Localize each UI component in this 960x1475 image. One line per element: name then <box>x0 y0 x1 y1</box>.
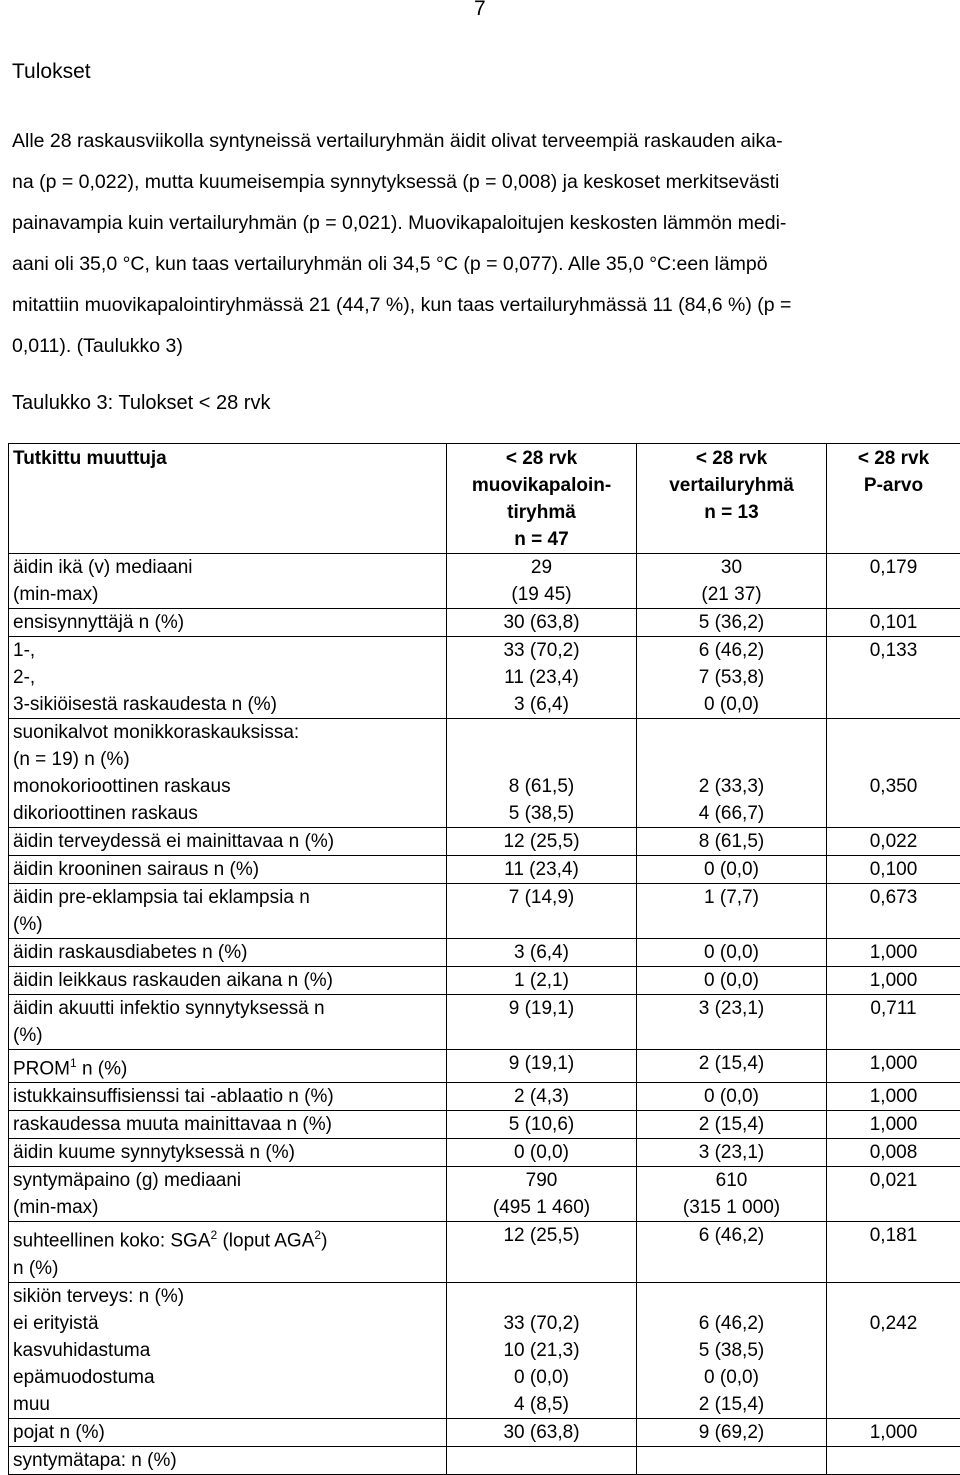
paragraph-line: na (p = 0,022), mutta kuumeisempia synnytyksessä (p = 0,008) ja keskoset merkitsevästi <box>12 162 956 203</box>
table-row <box>9 1167 960 1222</box>
value-line: 790 <box>451 1167 632 1194</box>
value-line: (21 37) <box>641 581 822 608</box>
row-label <box>9 1083 447 1111</box>
value-line: 5 (38,5) <box>451 800 632 827</box>
footnote-marker: 1 <box>70 1056 77 1070</box>
row-label <box>9 856 447 884</box>
row-label-line: (%) <box>13 911 442 938</box>
table-row <box>9 1282 960 1418</box>
header-text: < 28 rvk <box>451 445 632 472</box>
value-line <box>641 746 822 773</box>
p-value-line: 0,101 <box>831 609 956 636</box>
header-text: vertailuryhmä <box>641 472 822 499</box>
p-value <box>827 828 960 856</box>
p-value-line: 1,000 <box>831 939 956 966</box>
p-value <box>827 1083 960 1111</box>
value-control-group <box>637 939 827 967</box>
p-value <box>827 995 960 1050</box>
value-wrap-group <box>447 939 637 967</box>
p-value <box>827 939 960 967</box>
row-label <box>9 719 447 828</box>
row-label <box>9 995 447 1050</box>
row-label-line: 2-, <box>13 664 442 691</box>
value-line: 3 (6,4) <box>451 691 632 718</box>
header-text: P-arvo <box>831 472 956 499</box>
p-value <box>827 1282 960 1418</box>
value-line: 0 (0,0) <box>641 856 822 883</box>
row-label-line <box>13 1050 442 1082</box>
value-line: 3 (6,4) <box>451 939 632 966</box>
value-line: 2 (4,3) <box>451 1083 632 1110</box>
row-label-line: sikiön terveys: n (%) <box>13 1283 442 1310</box>
p-value <box>827 609 960 637</box>
value-line: 3 (23,1) <box>641 1139 822 1166</box>
paragraph-line: aani oli 35,0 °C, kun taas vertailuryhmän oli 34,5 °C (p = 0,077). Alle 35,0 °C:een lämpö <box>12 244 956 285</box>
page-number: 7 <box>474 0 486 21</box>
row-label-line: muu <box>13 1391 442 1418</box>
value-wrap-group <box>447 554 637 609</box>
value-line: 610 <box>641 1167 822 1194</box>
row-label-line: dikorioottinen raskaus <box>13 800 442 827</box>
table-row <box>9 637 960 719</box>
value-line: 12 (25,5) <box>451 828 632 855</box>
header-text: < 28 rvk <box>831 445 956 472</box>
value-wrap-group <box>447 828 637 856</box>
row-label-line: äidin krooninen sairaus n (%) <box>13 856 442 883</box>
row-label-line: n (%) <box>13 1255 442 1282</box>
value-control-group <box>637 609 827 637</box>
p-value <box>827 1050 960 1083</box>
value-line: 4 (8,5) <box>451 1391 632 1418</box>
value-control-group <box>637 1050 827 1083</box>
row-label-line: pojat n (%) <box>13 1419 442 1446</box>
label-text: (loput AGA <box>217 1231 314 1252</box>
p-value <box>827 1139 960 1167</box>
value-line: 2 (15,4) <box>641 1391 822 1418</box>
p-value <box>827 554 960 609</box>
value-control-group <box>637 856 827 884</box>
value-line: 29 <box>451 554 632 581</box>
value-line: 7 (53,8) <box>641 664 822 691</box>
header-control-group <box>637 444 827 554</box>
p-value-line: 1,000 <box>831 1083 956 1110</box>
footnote-marker: 2 <box>211 1228 218 1242</box>
row-label-line: (n = 19) n (%) <box>13 746 442 773</box>
row-label-line: äidin leikkaus raskauden aikana n (%) <box>13 967 442 994</box>
value-control-group <box>637 1167 827 1222</box>
row-label <box>9 609 447 637</box>
header-variable <box>9 444 447 554</box>
row-label-line: ensisynnyttäjä n (%) <box>13 609 442 636</box>
row-label-line: äidin terveydessä ei mainittavaa n (%) <box>13 828 442 855</box>
p-value-line: 1,000 <box>831 967 956 994</box>
p-value-line <box>831 1283 956 1310</box>
row-label-line: äidin pre-eklampsia tai eklampsia n <box>13 884 442 911</box>
table-row <box>9 856 960 884</box>
value-control-group <box>637 828 827 856</box>
value-line: 9 (19,1) <box>451 995 632 1022</box>
value-line: 3 (23,1) <box>641 995 822 1022</box>
value-wrap-group <box>447 1111 637 1139</box>
row-label-line: 3-sikiöisestä raskaudesta n (%) <box>13 691 442 718</box>
value-control-group <box>637 1282 827 1418</box>
row-label-line: syntymätapa: n (%) <box>13 1447 442 1474</box>
value-control-group <box>637 554 827 609</box>
results-table <box>8 443 960 1475</box>
p-value-line: 1,000 <box>831 1419 956 1446</box>
paragraph-line: painavampia kuin vertailuryhmän (p = 0,021). Muovikapaloitujen keskosten lämmön medi- <box>12 203 956 244</box>
row-label <box>9 1222 447 1282</box>
value-control-group <box>637 1222 827 1282</box>
row-label-line: raskaudessa muuta mainittavaa n (%) <box>13 1111 442 1138</box>
header-text: n = 13 <box>641 499 822 526</box>
value-wrap-group <box>447 856 637 884</box>
row-label <box>9 1050 447 1083</box>
table-row <box>9 939 960 967</box>
value-line: 1 (7,7) <box>641 884 822 911</box>
p-value <box>827 967 960 995</box>
row-label-line: 1-, <box>13 637 442 664</box>
row-label-line: suonikalvot monikkoraskauksissa: <box>13 719 442 746</box>
value-wrap-group <box>447 884 637 939</box>
value-control-group <box>637 1418 827 1446</box>
value-control-group <box>637 1139 827 1167</box>
header-text: Tutkittu muuttuja <box>13 445 442 472</box>
value-line: 2 (33,3) <box>641 773 822 800</box>
header-text: muovikapaloin- <box>451 472 632 499</box>
table-row <box>9 828 960 856</box>
value-line <box>451 746 632 773</box>
table-row <box>9 609 960 637</box>
value-line: 1 (2,1) <box>451 967 632 994</box>
paragraph-line: mitattiin muovikapalointiryhmässä 21 (44,7 %), kun taas vertailuryhmässä 11 (84,6 %) (p = <box>12 285 956 326</box>
p-value <box>827 1167 960 1222</box>
row-label-line: (%) <box>13 1022 442 1049</box>
value-line: 2 (15,4) <box>641 1050 822 1077</box>
p-value-line: 0,008 <box>831 1139 956 1166</box>
results-paragraph <box>12 121 956 367</box>
table-row <box>9 995 960 1050</box>
p-value <box>827 719 960 828</box>
p-value <box>827 1111 960 1139</box>
p-value-line: 1,000 <box>831 1111 956 1138</box>
p-value-line: 0,711 <box>831 995 956 1022</box>
value-wrap-group <box>447 1050 637 1083</box>
value-line: (495 1 460) <box>451 1194 632 1221</box>
row-label <box>9 1111 447 1139</box>
value-line: 6 (46,2) <box>641 1310 822 1337</box>
value-line: 7 (14,9) <box>451 884 632 911</box>
value-line: 33 (70,2) <box>451 637 632 664</box>
value-line: 5 (10,6) <box>451 1111 632 1138</box>
row-label-line: (min-max) <box>13 581 442 608</box>
row-label-line: istukkainsuffisienssi tai -ablaatio n (%) <box>13 1083 442 1110</box>
value-line: 33 (70,2) <box>451 1310 632 1337</box>
value-wrap-group <box>447 1282 637 1418</box>
value-control-group <box>637 967 827 995</box>
p-value <box>827 884 960 939</box>
table-row <box>9 554 960 609</box>
value-line: 0 (0,0) <box>641 967 822 994</box>
value-line: 6 (46,2) <box>641 637 822 664</box>
value-wrap-group <box>447 967 637 995</box>
value-line: (19 45) <box>451 581 632 608</box>
row-label-line: äidin akuutti infektio synnytyksessä n <box>13 995 442 1022</box>
value-control-group <box>637 1111 827 1139</box>
value-line: 0 (0,0) <box>641 691 822 718</box>
row-label <box>9 554 447 609</box>
p-value-line: 0,242 <box>831 1310 956 1337</box>
value-line: 0 (0,0) <box>641 1364 822 1391</box>
row-label <box>9 939 447 967</box>
value-line: 0 (0,0) <box>451 1364 632 1391</box>
paragraph-line: 0,011). (Taulukko 3) <box>12 326 956 367</box>
value-line: 9 (19,1) <box>451 1050 632 1077</box>
row-label <box>9 1418 447 1446</box>
table-row <box>9 967 960 995</box>
value-control-group <box>637 637 827 719</box>
row-label <box>9 1167 447 1222</box>
value-line: 30 (63,8) <box>451 609 632 636</box>
value-line: 11 (23,4) <box>451 856 632 883</box>
value-control-group <box>637 719 827 828</box>
value-wrap-group <box>447 1418 637 1446</box>
label-text: suhteellinen koko: SGA <box>13 1231 211 1252</box>
value-line: 30 <box>641 554 822 581</box>
p-value-line: 0,673 <box>831 884 956 911</box>
row-label-line: äidin ikä (v) mediaani <box>13 554 442 581</box>
value-line: 8 (61,5) <box>451 773 632 800</box>
row-label-line: monokorioottinen raskaus <box>13 773 442 800</box>
p-value-line <box>831 719 956 746</box>
header-text: n = 47 <box>451 526 632 553</box>
value-line: 5 (38,5) <box>641 1337 822 1364</box>
row-label-line: äidin raskausdiabetes n (%) <box>13 939 442 966</box>
row-label-line <box>13 1222 442 1254</box>
value-wrap-group <box>447 995 637 1050</box>
footnote-marker: 2 <box>314 1228 321 1242</box>
row-label <box>9 637 447 719</box>
value-line: 9 (69,2) <box>641 1419 822 1446</box>
p-value-line: 0,022 <box>831 828 956 855</box>
p-value-line: 0,100 <box>831 856 956 883</box>
value-wrap-group <box>447 1222 637 1282</box>
row-label <box>9 1139 447 1167</box>
label-text: PROM <box>13 1058 70 1079</box>
value-line <box>641 1283 822 1310</box>
value-line: 0 (0,0) <box>641 939 822 966</box>
value-wrap-group <box>447 1083 637 1111</box>
p-value-line: 0,181 <box>831 1222 956 1249</box>
value-control-group <box>637 1083 827 1111</box>
value-line: 12 (25,5) <box>451 1222 632 1249</box>
header-p-value <box>827 444 960 554</box>
table-body <box>9 554 960 1475</box>
row-label <box>9 967 447 995</box>
value-line: 0 (0,0) <box>451 1139 632 1166</box>
table-row <box>9 1222 960 1282</box>
p-value-line <box>831 746 956 773</box>
header-text: tiryhmä <box>451 499 632 526</box>
table-row <box>9 719 960 828</box>
label-text: n (%) <box>77 1058 128 1079</box>
value-line: 10 (21,3) <box>451 1337 632 1364</box>
value-line <box>451 1283 632 1310</box>
p-value <box>827 1418 960 1446</box>
value-line: 0 (0,0) <box>641 1083 822 1110</box>
table-row <box>9 1050 960 1083</box>
value-line <box>641 719 822 746</box>
row-label-line: syntymäpaino (g) mediaani <box>13 1167 442 1194</box>
p-value-line: 1,000 <box>831 1050 956 1077</box>
value-line: 6 (46,2) <box>641 1222 822 1249</box>
row-label <box>9 884 447 939</box>
value-line: 4 (66,7) <box>641 800 822 827</box>
table-caption: Taulukko 3: Tulokset < 28 rvk <box>12 392 270 415</box>
p-value-line: 0,350 <box>831 773 956 800</box>
table-row <box>9 1139 960 1167</box>
value-wrap-group <box>447 719 637 828</box>
value-line: 30 (63,8) <box>451 1419 632 1446</box>
row-label-line: kasvuhidastuma <box>13 1337 442 1364</box>
header-wrap-group <box>447 444 637 554</box>
table-header-row <box>9 444 960 554</box>
value-line: 2 (15,4) <box>641 1111 822 1138</box>
row-label-line: äidin kuume synnytyksessä n (%) <box>13 1139 442 1166</box>
value-wrap-group <box>447 1139 637 1167</box>
value-line: 11 (23,4) <box>451 664 632 691</box>
table-row <box>9 1111 960 1139</box>
value-wrap-group <box>447 1167 637 1222</box>
table-row <box>9 1083 960 1111</box>
value-line: (315 1 000) <box>641 1194 822 1221</box>
section-heading: Tulokset <box>12 60 91 84</box>
p-value-line: 0,021 <box>831 1167 956 1194</box>
row-label-line: epämuodostuma <box>13 1364 442 1391</box>
value-wrap-group <box>447 609 637 637</box>
header-text: < 28 rvk <box>641 445 822 472</box>
table-row <box>9 1418 960 1446</box>
row-label-line: (min-max) <box>13 1194 442 1221</box>
p-value-line: 0,179 <box>831 554 956 581</box>
row-label <box>9 828 447 856</box>
p-value <box>827 856 960 884</box>
p-value <box>827 1222 960 1282</box>
paragraph-line: Alle 28 raskausviikolla syntyneissä vertailuryhmän äidit olivat terveempiä raskauden aika- <box>12 121 956 162</box>
row-label <box>9 1282 447 1418</box>
value-control-group <box>637 995 827 1050</box>
table-row <box>9 884 960 939</box>
value-line: 5 (36,2) <box>641 609 822 636</box>
p-value-line: 0,133 <box>831 637 956 664</box>
value-line: 8 (61,5) <box>641 828 822 855</box>
label-text: ) <box>321 1231 327 1252</box>
value-line <box>451 719 632 746</box>
value-wrap-group <box>447 637 637 719</box>
p-value <box>827 637 960 719</box>
value-control-group <box>637 884 827 939</box>
row-label-line: ei erityistä <box>13 1310 442 1337</box>
